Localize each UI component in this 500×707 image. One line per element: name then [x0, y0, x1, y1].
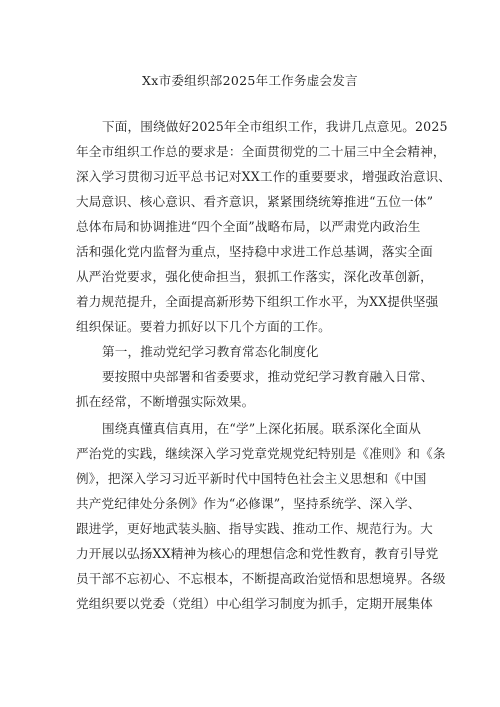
paragraph-line: 总体布局和协调推进“四个全面”战略布局，以严肃党内政治生: [76, 219, 421, 234]
paragraph-line: 组织保证。要着力抓好以下几个方面的工作。: [76, 319, 331, 334]
paragraph-line: 大局意识、核心意识、看齐意识，紧紧围绕统筹推进“五位一体”: [76, 194, 434, 209]
paragraph-line: 活和强化党内监督为重点，坚持稳中求进工作总基调，落实全面: [76, 244, 433, 259]
paragraph-line: 共产党纪律处分条例》作为“必修课”，坚持系统学、深入学、: [76, 496, 421, 511]
paragraph-line: 例》，把深入学习习近平新时代中国特色社会主义思想和《中国: [76, 471, 427, 486]
paragraph-line: 跟进学，更好地武装头脑、指导实践、推动工作、规范行为。大: [76, 521, 433, 536]
paragraph-line: 围绕真懂真信真用，在“学”上深化拓展。联系深化全面从: [102, 421, 422, 436]
paragraph-line: 下面，围绕做好2025年全市组织工作，我讲几点意见。2025: [102, 119, 448, 134]
paragraph-line: 深入学习贯彻习近平总书记对XX工作的重要要求，增强政治意识、: [76, 169, 452, 184]
paragraph-line: 要按照中央部署和省委要求，推动党纪学习教育融入日常、: [102, 369, 434, 384]
document-title: Xx市委组织部2025年工作务虚会发言: [142, 73, 358, 88]
paragraph-line: 从严治党要求，强化使命担当，狠抓工作落实，深化改革创新，: [76, 269, 433, 284]
section-heading: 第一，推动党纪学习教育常态化制度化: [102, 344, 319, 359]
paragraph-line: 年全市组织工作总的要求是：全面贯彻党的二十届三中全会精神，: [76, 144, 446, 159]
paragraph-line: 力开展以弘扬XX精神为核心的理想信念和党性教育，教育引导党: [76, 546, 439, 561]
paragraph-line: 党组织要以党委（党组）中心组学习制度为抓手，定期开展集体: [76, 596, 433, 611]
paragraph-line: 严治党的实践，继续深入学习党章党规党纪特别是《准则》和《条: [76, 446, 446, 461]
paragraph-line: 着力规范提升，全面提高新形势下组织工作水平，为XX提供坚强: [76, 294, 439, 309]
paragraph-line: 抓在经常，不断增强实际效果。: [76, 394, 255, 409]
paragraph-line: 员干部不忘初心、不忘根本，不断提高政治觉悟和思想境界。各级: [76, 571, 446, 586]
